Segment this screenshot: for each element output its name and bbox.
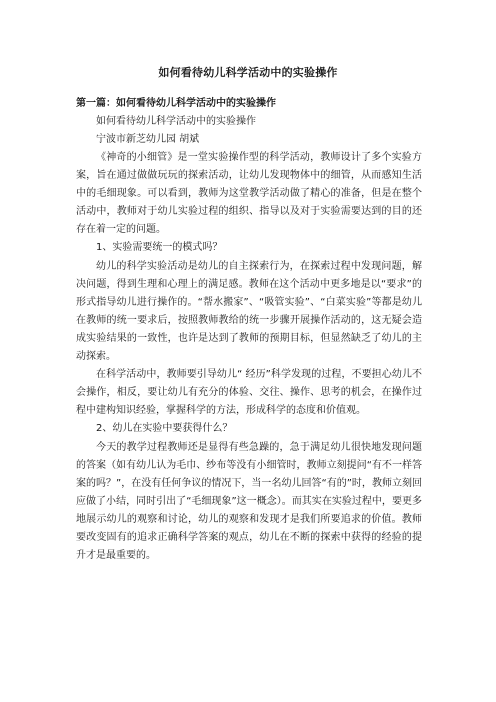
paragraph-3: 今天的教学过程教师还是显得有些急躁的，急于满足幼儿很快地发现问题的答案（如有幼儿认为毛巾、纱布等没有小细管时，教师立刻提问“有不一样答案的吗？”，在没有任何争议的情况下，当一名幼儿回答“有的”时，教师立刻回应做了小结，同时引出了“毛细现象”这一概念）。而其实在实验过程中，要更多地展示幼儿的观察和讨论，幼儿的观察和发现才是我们所要追求的价值。教师要改变固有的追求正确科学答案的观点，幼儿在不断的探索中获得的经验的提升才是最重要的。: [76, 441, 422, 562]
question-heading-2: 2、幼儿在实验中要获得什么？: [96, 423, 233, 435]
section-heading: 第一篇：如何看待幼儿科学活动中的实验操作: [76, 98, 276, 109]
question-heading-1: 1、实验需要统一的模式吗？: [96, 242, 223, 254]
paragraph-intro: 《神奇的小细管》是一堂实验操作型的科学活动，教师设计了多个实验方案，旨在通过做做玩玩的探索活动，让幼儿发现物体中的细管，从而感知生活中的毛细现象。可以看到，教师为这堂教学活动做了精心的准备，但是在整个活动中，教师对于幼儿实验过程的组织、指导以及对于实验需要达到的目的还存在着一定的问题。: [76, 152, 422, 236]
author-line: 宁波市新芝幼儿园 胡斌: [96, 134, 200, 145]
document-body: [76, 95, 422, 565]
article-subtitle: 如何看待幼儿科学活动中的实验操作: [96, 116, 256, 127]
document-title: 如何看待幼儿科学活动中的实验操作: [158, 66, 338, 79]
paragraph-2: 在科学活动中，教师要引导幼儿“ 经历”科学发现的过程，不要担心幼儿不会操作，相反，要让幼儿有充分的体验、交往、操作、思考的机会，在操作过程中建构知识经验，掌握科学的方法，形成科学的态度和价值观。: [76, 369, 422, 417]
paragraph-1: 幼儿的科学实验活动是幼儿的自主探索行为，在探索过程中发现问题，解决问题，得到生理和心理上的满足感。教师在这个活动中更多地是以“要求”的形式指导幼儿进行操作的。“帮水搬家”、“吸管实验”、“白菜实验”等都是幼儿在教师的统一要求后，按照教师教给的统一步骤开展操作活动的，这无疑会造成实验结果的一致性，也许是达到了教师的预期目标，但显然缺乏了幼儿的主动探索。: [76, 260, 422, 363]
